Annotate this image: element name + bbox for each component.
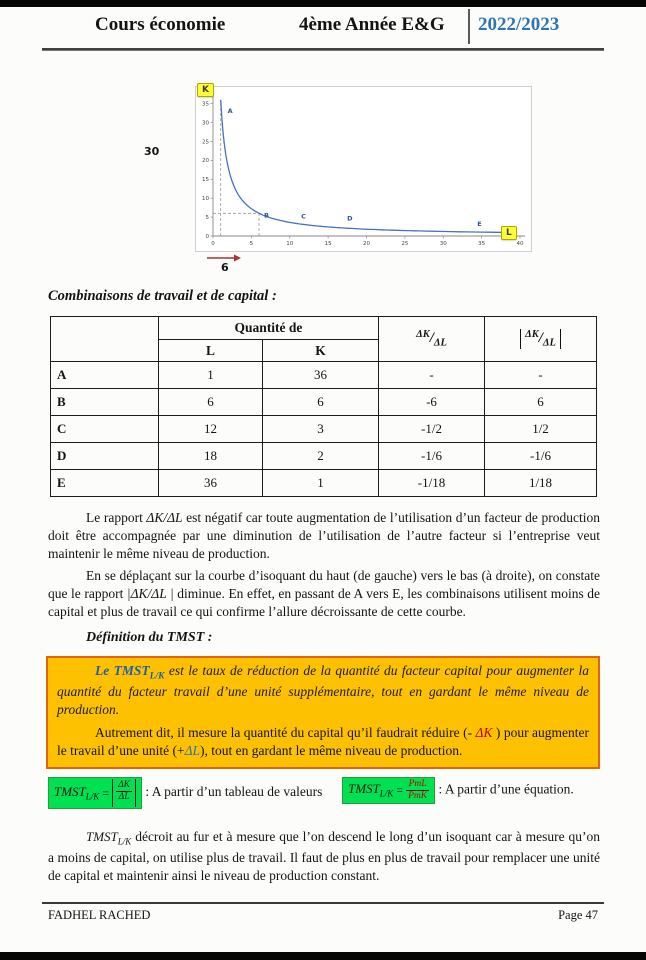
fraction-slash: /	[429, 330, 434, 347]
formula-caption: : A partir d’une équation.	[438, 781, 574, 797]
abs-num: ΔK	[525, 329, 539, 341]
equals-sign: =	[102, 785, 110, 800]
table-row	[51, 416, 597, 443]
school-year: 2022/2023	[478, 14, 560, 35]
fraction-slash: /	[538, 330, 543, 347]
table-cell: 18	[159, 443, 263, 470]
svg-text:25: 25	[401, 241, 409, 247]
text-run: En se déplaçant sur la courbe d’isoquant du haut (de gauche) vers le bas (à droite), on constate que le rapport	[48, 568, 600, 601]
svg-text:40: 40	[516, 241, 524, 247]
ratio-fraction	[416, 329, 447, 349]
equals-sign: =	[396, 783, 404, 798]
page-footer	[48, 908, 598, 923]
table-row	[51, 362, 597, 389]
table-cell: 6	[485, 389, 597, 416]
row-label: B	[51, 389, 159, 416]
ratio-header	[379, 317, 485, 362]
table-cell: 1	[263, 470, 379, 497]
definition-paragraph-2	[57, 724, 589, 760]
isoquant-plot	[195, 86, 532, 252]
table-cell: -1/6	[485, 443, 597, 470]
header-rule	[42, 48, 604, 51]
closing-paragraph	[48, 828, 600, 884]
svg-text:0: 0	[205, 233, 209, 240]
text-run: diminue. En effet, en passant de A vers E, les combinaisons utilisent moins de capital et plus de travail ce qui confirme l’allure décroissante de cette courbe.	[48, 585, 600, 619]
row-label: E	[51, 470, 159, 497]
inline-math: ΔK/ΔL	[146, 510, 183, 525]
ratio-den: ΔL	[433, 337, 447, 349]
fraction-num: PmL	[406, 779, 429, 791]
text-run: Autrement dit, il mesure la quantité du capital qu’il faudrait réduire (-	[95, 725, 476, 741]
svg-text:20: 20	[202, 158, 209, 165]
text-run: est le taux de réduction de la quantité du facteur capital pour augmenter la quantité du facteur travail d’une unité supplémentaire, tout en gardant le même niveau de production.	[57, 663, 589, 718]
tmst-formulas	[48, 777, 604, 809]
table-cell: -1/2	[379, 416, 485, 443]
tmst-label: TMST	[348, 781, 380, 797]
delta-k-annotation: 30	[144, 145, 160, 158]
text-run: Le rapport	[86, 510, 147, 525]
header-divider	[468, 9, 470, 44]
table-row	[51, 470, 597, 497]
ratio-num: ΔK	[416, 329, 430, 341]
delta-l-math: ΔL	[184, 743, 201, 759]
svg-text:35: 35	[202, 101, 209, 108]
formula-name	[348, 779, 393, 802]
fraction-den: ΔL	[118, 791, 130, 802]
text-run: décroit au fur et à mesure que l’on descend le long d’un isoquant car à mesure qu’on a moins de capital, on utilise plus de travail. Il faut de plus en plus de travail pour remplacer une unité de capital et maintenir ainsi le niveau de production constant.	[48, 829, 600, 883]
tmst-label: TMST	[86, 829, 118, 844]
definition-paragraph-1	[57, 662, 589, 719]
table-cell: 3	[263, 416, 379, 443]
svg-text:C: C	[301, 212, 306, 221]
pml-pmk-fraction	[406, 779, 429, 802]
footer-rule	[42, 902, 604, 904]
row-label: A	[51, 362, 159, 389]
l-axis-badge: L	[501, 226, 517, 240]
abs-bars	[520, 329, 561, 348]
table-cell: -6	[379, 389, 485, 416]
footer-author: FADHEL RACHED	[48, 908, 151, 922]
tmst-equation-formula	[342, 777, 435, 804]
svg-text:0: 0	[211, 241, 215, 247]
row-label: C	[51, 416, 159, 443]
svg-text:5: 5	[205, 214, 209, 221]
tmst-label: TMST	[54, 783, 86, 799]
svg-text:35: 35	[478, 241, 486, 247]
svg-text:D: D	[347, 214, 353, 223]
svg-text:5: 5	[249, 241, 254, 247]
section-heading-combinations: Combinaisons de travail et de capital :	[48, 288, 277, 304]
formula-equation-group	[342, 777, 600, 804]
fraction-num: ΔK	[118, 780, 131, 790]
svg-text:15: 15	[202, 177, 209, 184]
delta-k-math: ΔK	[475, 725, 493, 741]
svg-text:25: 25	[202, 139, 209, 146]
tmst-subscript: L/K	[149, 671, 165, 682]
tmst-subscript: L/K	[379, 788, 394, 799]
abs-ratio-header	[485, 317, 597, 362]
svg-text:A: A	[227, 106, 233, 115]
paragraph-ratio-negative	[48, 509, 600, 563]
fraction-den: PmK	[408, 790, 428, 801]
table-cell: 1	[159, 362, 263, 389]
row-label: D	[51, 443, 159, 470]
table-cell: 36	[159, 470, 263, 497]
year-label: 4ème Année E&G	[299, 14, 445, 35]
svg-text:E: E	[477, 220, 482, 229]
definition-box	[46, 656, 600, 769]
text-run: est négatif car toute augmentation de l’utilisation d’un facteur de production doit être accompagnée par une diminution de l’utilisation de l’autre facteur si l’entreprise veut maintenir le même niveau de production.	[48, 510, 600, 561]
text-run: ), tout en gardant le même niveau de production.	[200, 743, 463, 759]
formula-name	[54, 782, 99, 805]
svg-text:30: 30	[202, 120, 209, 127]
tmst-label: Le TMST	[95, 663, 150, 678]
tmst-table-formula	[48, 777, 142, 809]
formula-caption: : A partir d’un tableau de valeurs	[145, 784, 323, 800]
inline-math: |ΔK/ΔL |	[126, 585, 174, 601]
svg-text:20: 20	[363, 241, 370, 247]
abs-value-bars	[112, 779, 136, 807]
bottom-border-bar	[0, 952, 646, 960]
delta-l-annotation: 6	[221, 261, 229, 274]
svg-text:B: B	[264, 211, 270, 220]
paragraph-ratio-decreasing	[48, 567, 600, 621]
abs-den: ΔL	[542, 337, 556, 349]
footer-page-number: Page 47	[558, 908, 598, 922]
svg-text:10: 10	[202, 196, 209, 203]
table-cell: -1/18	[379, 470, 485, 497]
text-run: ) pour augmenter le travail d’une unité (+	[57, 725, 589, 759]
table-cell: -1/6	[379, 443, 485, 470]
dk-dl-fraction	[116, 780, 132, 803]
table-cell: 2	[263, 443, 379, 470]
table-cell: -	[379, 362, 485, 389]
col-header-k: K	[263, 340, 379, 362]
table-row	[51, 443, 597, 470]
svg-text:15: 15	[324, 241, 332, 247]
tmst-term	[95, 663, 165, 682]
table-corner-cell	[51, 317, 159, 362]
abs-fraction	[525, 329, 556, 349]
definition-heading: Définition du TMST :	[86, 630, 213, 645]
isoquant-chart	[195, 86, 532, 252]
svg-text:30: 30	[439, 241, 447, 247]
course-title: Cours économie	[95, 14, 226, 35]
formula-table-group	[48, 777, 342, 809]
svg-text:10: 10	[286, 241, 294, 247]
quantity-header: Quantité de	[159, 317, 379, 340]
table-row	[51, 389, 597, 416]
table-cell: 1/2	[485, 416, 597, 443]
tmst-subscript: L/K	[117, 836, 132, 847]
table-cell: -	[485, 362, 597, 389]
table-cell: 6	[159, 389, 263, 416]
top-border-bar	[0, 0, 646, 7]
k-axis-badge: K	[197, 83, 214, 97]
table-cell: 1/18	[485, 470, 597, 497]
table-cell: 36	[263, 362, 379, 389]
col-header-l: L	[159, 340, 263, 362]
tmst-term	[86, 829, 132, 847]
tmst-subscript: L/K	[85, 791, 100, 802]
combinations-table	[50, 316, 597, 497]
table-cell: 6	[263, 389, 379, 416]
table-cell: 12	[159, 416, 263, 443]
